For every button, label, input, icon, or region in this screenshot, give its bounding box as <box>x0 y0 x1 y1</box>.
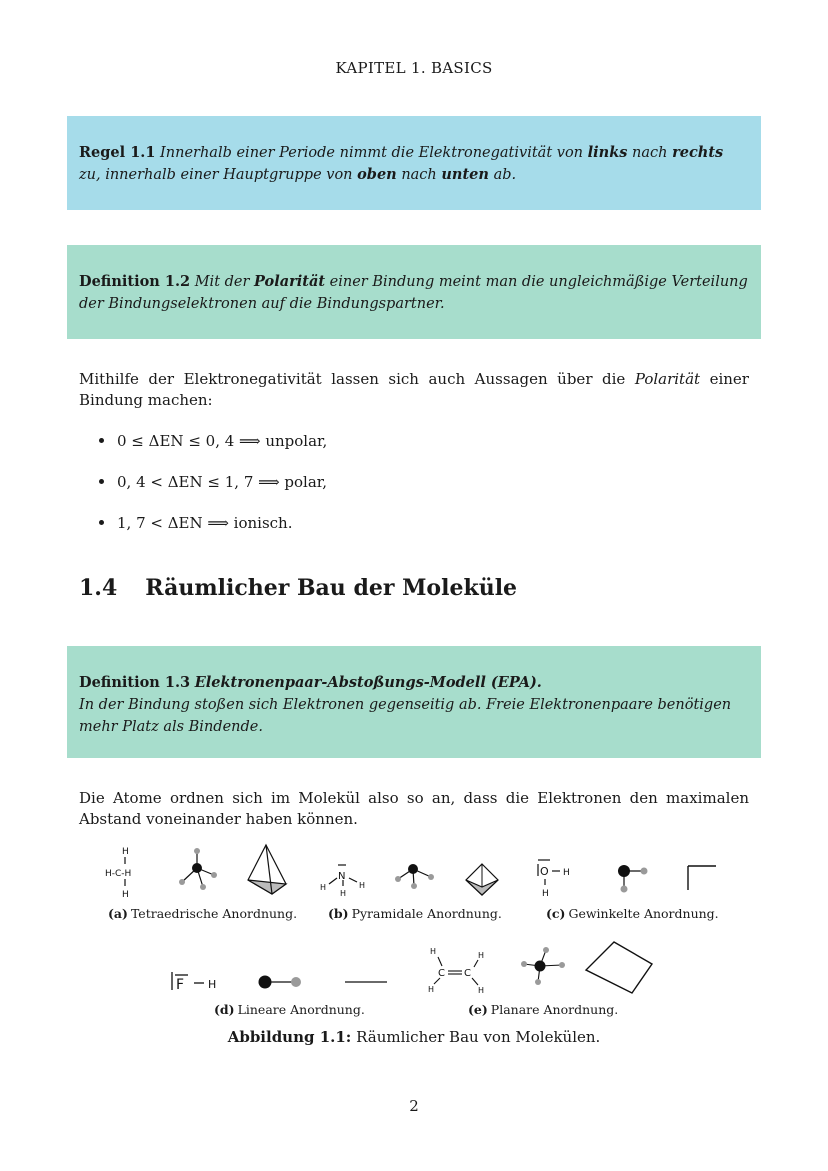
svg-text:F: F <box>176 977 185 993</box>
figure-d-linear <box>168 966 398 996</box>
rule-text-2: nach <box>632 145 668 161</box>
figure-caption-text: Räumlicher Bau von Molekülen. <box>356 1028 601 1046</box>
svg-text:H: H <box>208 978 217 991</box>
caption-c <box>546 906 719 921</box>
svg-text:H: H <box>430 947 437 956</box>
svg-text:H: H <box>122 890 129 900</box>
arrangement-paragraph: Die Atome ordnen sich im Molekül also so an, dass die Elektronen den maximalen Abstand voneinander haben können. <box>79 789 749 828</box>
bullet-item <box>99 432 327 450</box>
svg-text:C: C <box>464 968 471 979</box>
tetrahedron-icon <box>248 845 286 894</box>
caption-e <box>468 1002 618 1017</box>
caption-c-label: (c) <box>546 906 566 921</box>
svg-text:H: H <box>122 847 129 857</box>
figure-caption-label: Abbildung 1.1: <box>227 1028 352 1046</box>
bullet-text: 0 ≤ ΔEN ≤ 0, 4 ⟹ unpolar, <box>117 432 328 450</box>
caption-a-text: Tetraedrische Anordnung. <box>130 906 298 921</box>
caption-b-label: (b) <box>328 906 349 921</box>
definition-1-3-title: Elektronenpaar-Abstoßungs-Modell (EPA). <box>194 674 542 691</box>
central-atom-icon <box>192 863 202 873</box>
pyramid-icon <box>466 864 498 895</box>
definition-1-3-text: In der Bindung stoßen sich Elektronen gegenseitig ab. Freie Elektronenpaare benötigen mehr Platz als Bindende. <box>79 697 732 735</box>
svg-text:H: H <box>320 883 327 892</box>
paragraph-term: Polarität <box>634 370 701 388</box>
caption-b-text: Pyramidale Anordnung. <box>351 906 502 921</box>
svg-text:H: H <box>478 986 485 995</box>
svg-text:H: H <box>478 951 485 960</box>
polarity-paragraph <box>79 369 749 411</box>
bullet-item <box>99 473 327 491</box>
svg-text:H-C-H: H-C-H <box>105 869 132 879</box>
svg-text:H: H <box>428 985 435 994</box>
figure-c-angular <box>530 852 720 902</box>
rule-label: Regel 1.1 <box>79 144 156 161</box>
running-header: KAPITEL 1. BASICS <box>335 59 493 77</box>
rule-text-1: Innerhalb einer Periode nimmt die Elektronegativität von <box>160 145 584 161</box>
bullet-item <box>99 514 293 532</box>
svg-text:H: H <box>359 881 366 890</box>
figure-a-tetrahedral <box>100 842 300 904</box>
paragraph-text-2: einer Bindung machen: <box>79 370 749 409</box>
svg-text:H: H <box>542 889 549 899</box>
caption-e-label: (e) <box>468 1002 488 1017</box>
svg-text:C: C <box>438 968 445 979</box>
rule-box <box>67 116 761 210</box>
caption-d <box>214 1002 365 1017</box>
caption-a <box>108 906 297 921</box>
svg-text:H: H <box>563 868 570 878</box>
caption-a-label: (a) <box>108 906 128 921</box>
rule-oben: oben <box>357 166 397 183</box>
bullet-text: 1, 7 < ΔEN ⟹ ionisch. <box>117 514 293 532</box>
caption-d-text: Lineare Anordnung. <box>237 1002 365 1017</box>
rule-links: links <box>587 144 628 161</box>
svg-text:H: H <box>340 889 347 898</box>
svg-text:N: N <box>338 871 346 882</box>
plane-icon <box>586 942 652 993</box>
figure-caption <box>0 1028 828 1046</box>
figure-e-planar <box>420 940 665 1002</box>
rule-unten: unten <box>441 166 489 183</box>
section-heading <box>79 575 517 601</box>
caption-e-text: Planare Anordnung. <box>490 1002 619 1017</box>
caption-c-text: Gewinkelte Anordnung. <box>568 906 719 921</box>
section-title: Räumlicher Bau der Moleküle <box>145 575 518 601</box>
definition-1-3-label: Definition 1.3 <box>79 674 191 691</box>
paragraph-text-1: Mithilfe der Elektronegativität lassen sich auch Aussagen über die <box>79 370 626 388</box>
definition-1-3-box <box>67 646 761 758</box>
definition-1-2-text-1: Mit der <box>194 274 250 290</box>
rule-text-3: zu, innerhalb einer Hauptgruppe von <box>79 167 353 183</box>
rule-text-4: nach <box>401 167 437 183</box>
caption-b <box>328 906 502 921</box>
bullet-text: 0, 4 < ΔEN ≤ 1, 7 ⟹ polar, <box>117 473 328 491</box>
definition-1-2-box <box>67 245 761 339</box>
definition-1-2-text-2: einer Bindung meint man die ungleichmäßige Verteilung der Bindungselektronen auf die Bindungspartner. <box>79 274 748 312</box>
caption-d-label: (d) <box>214 1002 235 1017</box>
section-number: 1.4 <box>79 575 118 601</box>
definition-1-2-term: Polarität <box>254 273 326 290</box>
svg-text:O: O <box>540 865 549 878</box>
page-number: 2 <box>409 1097 419 1115</box>
definition-1-2-label: Definition 1.2 <box>79 273 191 290</box>
figure-b-pyramidal <box>318 852 508 898</box>
rule-text-5: ab. <box>493 167 517 183</box>
rule-rechts: rechts <box>672 144 724 161</box>
